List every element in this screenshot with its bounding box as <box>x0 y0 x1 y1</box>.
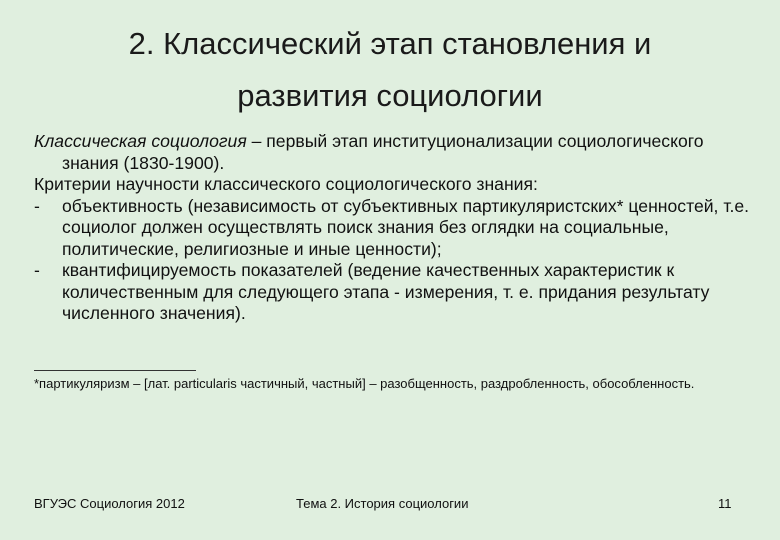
footer-topic: Тема 2. История социологии <box>296 496 469 511</box>
bullet-item-quantifiability <box>34 260 754 325</box>
footnote-divider <box>34 370 196 371</box>
intro-term: Классическая социология <box>34 131 247 151</box>
bullet-item-objectivity <box>34 196 754 261</box>
slide-title <box>40 18 740 122</box>
intro-definition: – первый этап институционализации социологического знания (1830-1900). <box>62 131 704 173</box>
bullet-dash: - <box>34 260 40 280</box>
slide-body <box>34 131 754 325</box>
bullet-text: объективность (независимость от субъективных партикуляристских* ценностей, т.е. социолог должен осуществлять поиск знания без оглядки на социальные, политические, религиозные и иные ценности); <box>62 195 750 259</box>
page-number: 11 <box>718 496 732 511</box>
bullet-text: квантифицируемость показателей (ведение качественных характеристик к количественным для следующего этапа - измерения, т. е. придания результату численного значения). <box>62 260 710 323</box>
slide-title-line-2: развития социологии <box>237 78 543 113</box>
criteria-heading: Критерии научности классического социологического знания: <box>34 174 538 194</box>
slide-title-line-1: 2. Классический этап становления и <box>128 26 652 61</box>
footer-course: ВГУЭС Социология 2012 <box>34 496 185 511</box>
footnote: *партикуляризм – [лат. particularis частичный, частный] – разобщенность, раздробленность, обособленность. <box>34 376 695 391</box>
bullet-dash: - <box>34 195 40 216</box>
intro-paragraph <box>34 131 754 174</box>
